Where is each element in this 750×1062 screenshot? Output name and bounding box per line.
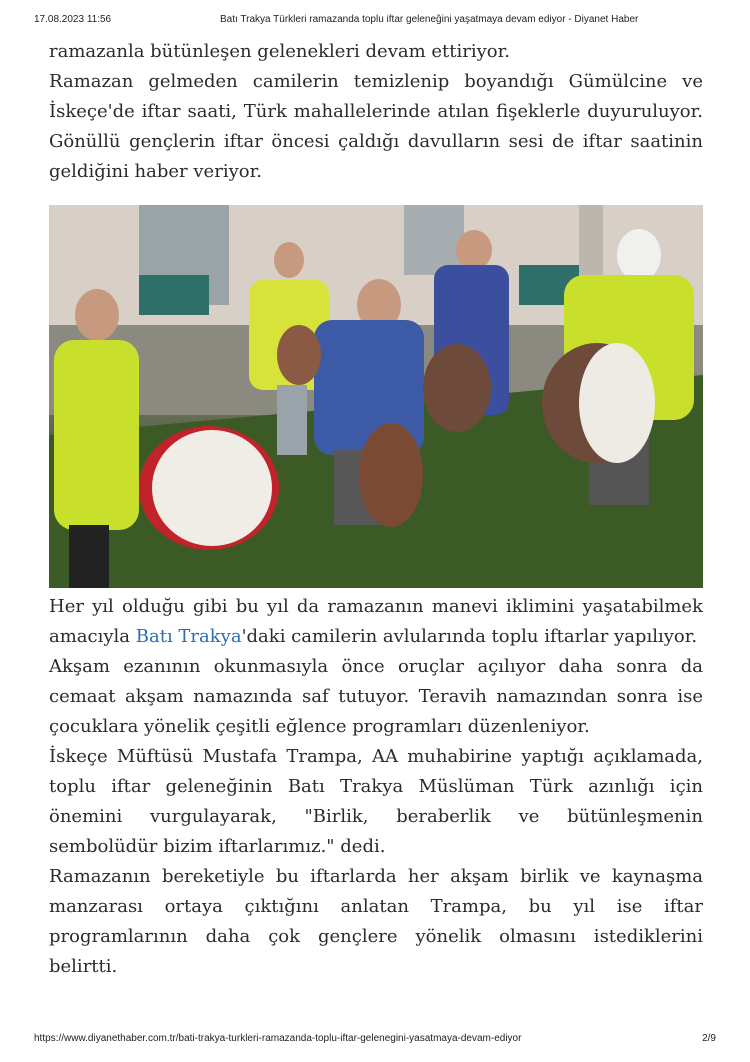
page-number: 2/9 (702, 1033, 716, 1044)
print-header (34, 14, 716, 30)
article-body (49, 37, 703, 982)
article-paragraph: Ramazanın bereketiyle bu iftarlarda her akşam birlik ve kaynaşma manzarası ortaya çıktığını anlatan Trampa, bu yıl ise iftar programlarının daha çok gençlere yönelik olmasını istediklerini belirtti. (49, 866, 703, 977)
print-url: https://www.diyanethaber.com.tr/bati-trakya-turkleri-ramazanda-toplu-iftar-gelenegini-yasatmaya-devam-ediyor (34, 1033, 522, 1044)
print-date: 17.08.2023 11:56 (34, 14, 112, 25)
article-paragraph: Akşam ezanının okunmasıyla önce oruçlar açılıyor daha sonra da cemaat akşam namazında saf tutuyor. Teravih namazından sonra ise çocuklara yönelik çeşitli eğlence programları düzenleniyor. (49, 656, 703, 737)
article-paragraph: İskeçe Müftüsü Mustafa Trampa, AA muhabirine yaptığı açıklamada, toplu iftar geleneğinin Batı Trakya Müslüman Türk azınlığı için önemini vurgulayarak, "Birlik, beraberlik ve bütünleşmenin sembolüdür bizim iftarlarımız." dedi. (49, 746, 703, 857)
bati-trakya-link[interactable]: Batı Trakya (135, 626, 242, 647)
paragraph-text: 'daki camilerin avlularında toplu iftarlar yapılıyor. (241, 626, 698, 647)
print-page-title: Batı Trakya Türkleri ramazanda toplu iftar geleneğini yaşatmaya devam ediyor - Diyanet Haber (220, 14, 639, 25)
article-photo (49, 205, 703, 588)
article-paragraph: Ramazan gelmeden camilerin temizlenip boyandığı Gümülcine ve İskeçe'de iftar saati, Türk mahallelerinde atılan fişeklerle duyuruluyor. Gönüllü gençlerin iftar öncesi çaldığı davulların sesi de iftar saatinin geldiğini haber veriyor. (49, 71, 703, 182)
paragraph-text: Her yıl olduğu gibi bu yıl da ramazanın manevi iklimini yaşatabilmek amacıyla (49, 596, 703, 647)
article-paragraph (49, 592, 703, 652)
article-paragraph: ramazanla bütünleşen gelenekleri devam ettiriyor. (49, 41, 510, 62)
print-footer (34, 1033, 716, 1047)
children-drumming-photo (49, 205, 703, 588)
